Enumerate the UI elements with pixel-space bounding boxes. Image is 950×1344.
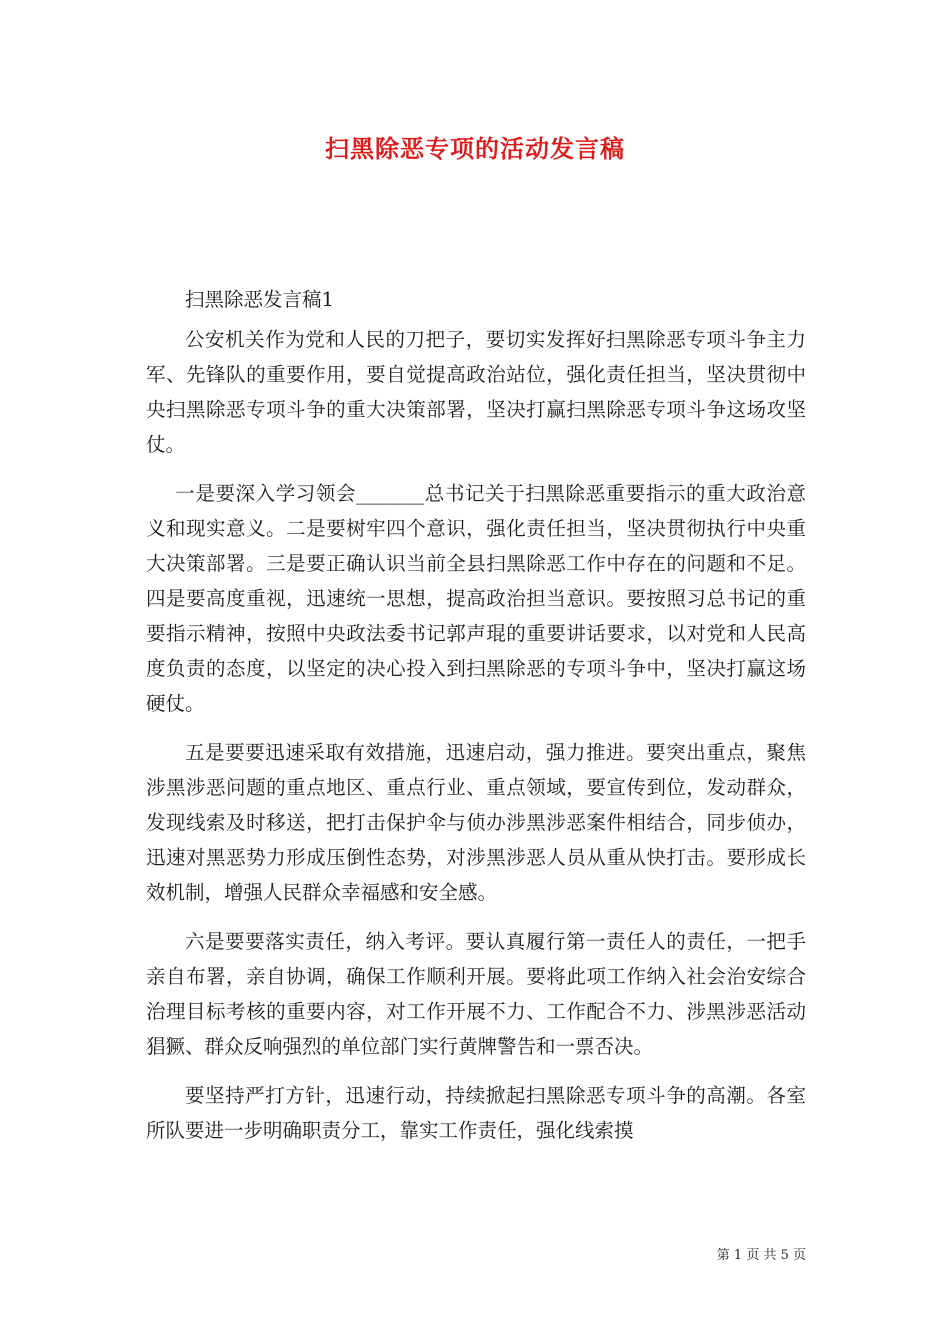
page-number: 第 1 页 共 5 页 — [716, 1248, 806, 1263]
section-heading: 扫黑除恶发言稿1 — [185, 288, 334, 311]
paragraph-1: 公安机关作为党和人民的刀把子，要切实发挥好扫黑除恶专项斗争主力军、先锋队的重要作用，要自觉提高政治站位，强化责任担当，坚决贯彻中央扫黑除恶专项斗争的重大决策部署，坚决打赢扫黑除恶专项斗争这场攻坚仗。 — [146, 328, 806, 456]
paragraph-2: 一是要深入学习领会_______总书记关于扫黑除恶重要指示的重大政治意义和现实意义。二是要树牢四个意识，强化责任担当，坚决贯彻执行中央重大决策部署。三是要正确认识当前全县扫黑除恶工作中存在的问题和不足。四是要高度重视，迅速统一思想，提高政治担当意识。要按照习总书记的重要指示精神，按照中央政法委书记郭声琨的重要讲话要求，以对党和人民高度负责的态度，以坚定的决心投入到扫黑除恶的专项斗争中，坚决打赢这场硬仗。 — [146, 482, 806, 715]
paragraph-5: 要坚持严打方针，迅速行动，持续掀起扫黑除恶专项斗争的高潮。各室所队要进一步明确职责分工，靠实工作责任，强化线索摸 — [146, 1084, 806, 1142]
paragraph-4: 六是要要落实责任，纳入考评。要认真履行第一责任人的责任，一把手亲自布署，亲自协调，确保工作顺利开展。要将此项工作纳入社会治安综合治理目标考核的重要内容，对工作开展不力、工作配合不力、涉黑涉恶活动猖獗、群众反响强烈的单位部门实行黄牌警告和一票否决。 — [146, 930, 806, 1058]
document-body — [146, 282, 806, 1153]
paragraph-3: 五是要要迅速采取有效措施，迅速启动，强力推进。要突出重点，聚焦涉黑涉恶问题的重点地区、重点行业、重点领域，要宣传到位，发动群众，发现线索及时移送，把打击保护伞与侦办涉黑涉恶案件相结合，同步侦办，迅速对黑恶势力形成压倒性态势，对涉黑涉恶人员从重从快打击。要形成长效机制，增强人民群众幸福感和安全感。 — [146, 741, 806, 904]
document-title: 扫黑除恶专项的活动发言稿 — [325, 134, 625, 163]
